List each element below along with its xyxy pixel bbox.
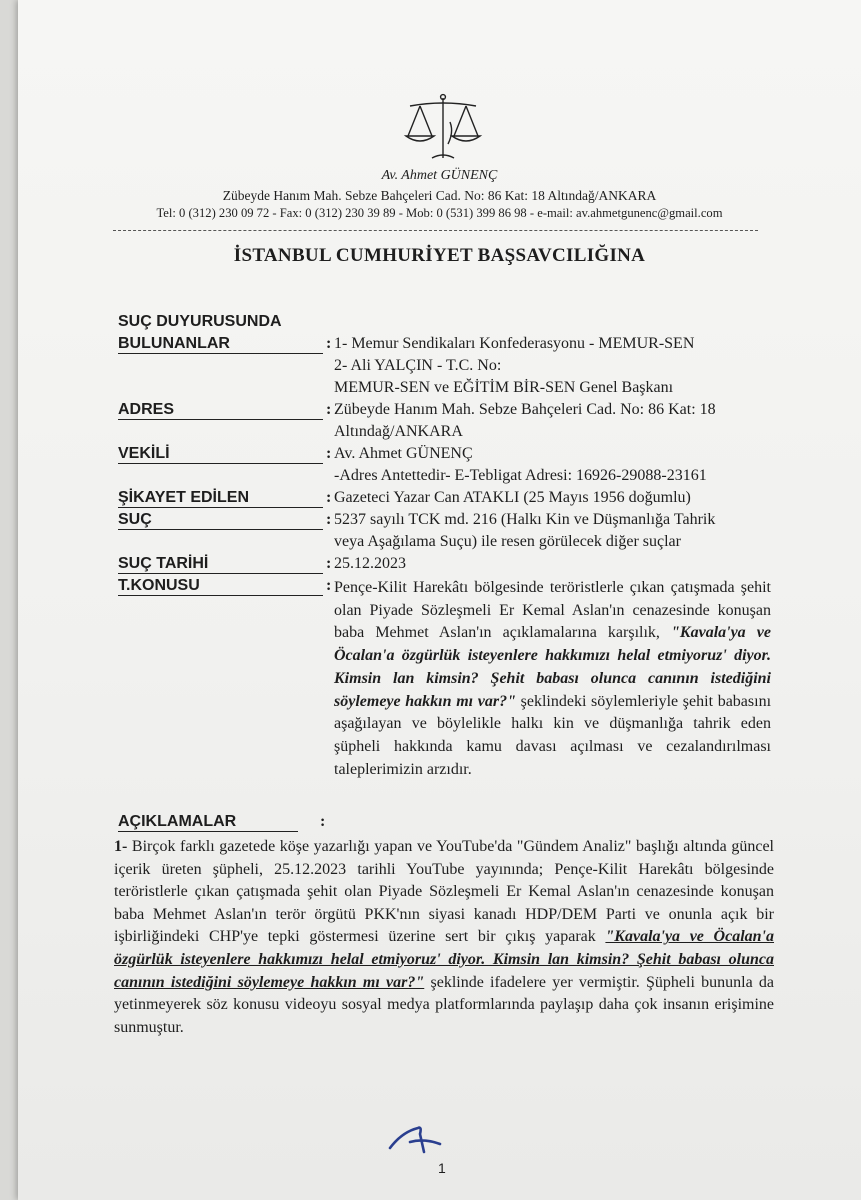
colon: :: [326, 511, 332, 528]
page-number: 1: [438, 1160, 446, 1176]
explanation-quote: "Kavala'ya ve Öcalan'a özgürlük isteyenlere hakkımızı helal etmiyoruz' diyor. Kimsin lan kimsin? Şehit babası olunca canının istediğini söylemeye hakkın mı var?": [114, 928, 775, 991]
complainant-1: 1- Memur Sendikaları Konfederasyonu - MEMUR-SEN: [334, 335, 695, 352]
crime-date: 25.12.2023: [334, 555, 406, 572]
complainant-2: 2- Ali YALÇIN - T.C. No:: [334, 357, 502, 374]
defendant: Gazeteci Yazar Can ATAKLI (25 Mayıs 1956 doğumlu): [334, 489, 691, 506]
complainant-2-title: MEMUR-SEN ve EĞİTİM BİR-SEN Genel Başkanı: [334, 379, 674, 396]
attorney-address: -Adres Antettedir- E-Tebligat Adresi: 16926-29088-23161: [334, 467, 707, 484]
label-suc: SUÇ: [118, 511, 152, 528]
label-suc-tarihi: SUÇ TARİHİ: [118, 555, 209, 572]
paragraph-number: 1-: [114, 838, 128, 855]
address-line-2: Altındağ/ANKARA: [334, 423, 463, 440]
colon: :: [326, 335, 332, 352]
label-suc-duyurusunda: SUÇ DUYURUSUNDA: [118, 313, 282, 330]
label-underline: [118, 595, 323, 596]
document-page: [18, 0, 861, 1200]
letterhead-divider: [113, 230, 758, 231]
colon: :: [326, 445, 332, 462]
address-line-1: Zübeyde Hanım Mah. Sebze Bahçeleri Cad. No: 86 Kat: 18: [334, 401, 716, 418]
document-title: İSTANBUL CUMHURİYET BAŞSAVCILIĞINA: [233, 245, 646, 266]
label-underline: [118, 353, 323, 354]
label-underline: [118, 529, 323, 530]
subject-text-b: şeklindeki söylemleriyle şehit babasını aşağılayan ve böylelikle halkı kin ve düşmanlığa tahrik eden şüpheli hakkında kamu davası açılması ve cezalandırılması taleplerimizin arzıdır.: [334, 692, 772, 778]
letterhead-address: Zübeyde Hanım Mah. Sebze Bahçeleri Cad. No: 86 Kat: 18 Altındağ/ANKARA: [222, 188, 657, 203]
signature-initial: [384, 1118, 454, 1158]
label-bulunanlar: BULUNANLAR: [118, 335, 230, 352]
lawyer-name: Av. Ahmet GÜNENÇ: [381, 168, 498, 183]
crime-line-2: veya Aşağılama Suçu) ile resen görülecek diğer suçlar: [334, 533, 681, 550]
colon: :: [326, 577, 332, 594]
explanation-paragraph: [114, 836, 774, 1039]
label-sikayet-edilen: ŞİKAYET EDİLEN: [118, 489, 249, 506]
colon: :: [326, 489, 332, 506]
label-underline: [118, 463, 323, 464]
explanation-text-b: şeklinde ifadelere yer vermiştir. Şüpheli bununla da yetinmeyerek söz konusu videoyu sosyal medya platformlarında paylaşıp daha çok insanın erişimine sunmuştur.: [114, 973, 775, 1036]
letterhead-contact: Tel: 0 (312) 230 09 72 - Fax: 0 (312) 230 39 89 - Mob: 0 (531) 399 86 98 - e-mail: av.ahmetgunenc@gmail.com: [156, 206, 723, 220]
explanation-text-a: Birçok farklı gazetede köşe yazarlığı yapan ve YouTube'da "Gündem Analiz" başlığı altında güncel içerik üreten şüpheli, 25.12.2023 tarihli YouTube yayınında; Pençe-Kilit Harekâtı bölgesinde teröristlerle çıkan çatışmada şehit olan Piyade Sözleşmeli Er Kemal Aslan'ın cenazesinde konuşan baba Mehmet Aslan'ın terör örgütü PKK'nın siyasi kanadı HDP/DEM Parti ve onunla açık bir işbirliğindeki CHP'ye tepki göstermesi üzerine sert bir çıkış yaparak: [114, 838, 774, 946]
label-underline: [118, 573, 323, 574]
attorney-name: Av. Ahmet GÜNENÇ: [334, 445, 473, 462]
label-aciklamalar: AÇIKLAMALAR: [118, 813, 237, 830]
label-underline: [118, 507, 323, 508]
colon: :: [326, 555, 332, 572]
label-underline: [118, 419, 323, 420]
colon: :: [326, 401, 332, 418]
label-vekili: VEKİLİ: [118, 445, 170, 462]
label-konusu: T.KONUSU: [118, 577, 200, 594]
subject-text-a: Pençe-Kilit Harekâtı bölgesinde teröristlerle çıkan çatışmada şehit olan Piyade Sözleşmeli Er Kemal Aslan'ın cenazesinde konuşan baba Mehmet Aslan'ın açıklamalarına karşılık,: [334, 579, 771, 642]
subject-quote: "Kavala'ya ve Öcalan'a özgürlük isteyenlere hakkımızı helal etmiyoruz' diyor. Kimsin lan kimsin? Şehit babası olunca canının istediğini söylemeye hakkın mı var?": [334, 624, 771, 710]
crime-line-1: 5237 sayılı TCK md. 216 (Halkı Kin ve Düşmanlığa Tahrik: [334, 511, 716, 528]
scales-of-justice-logo: [398, 92, 488, 167]
label-adres: ADRES: [118, 401, 175, 418]
colon: :: [320, 813, 326, 830]
subject-paragraph: [334, 577, 771, 781]
label-underline: [118, 831, 298, 832]
